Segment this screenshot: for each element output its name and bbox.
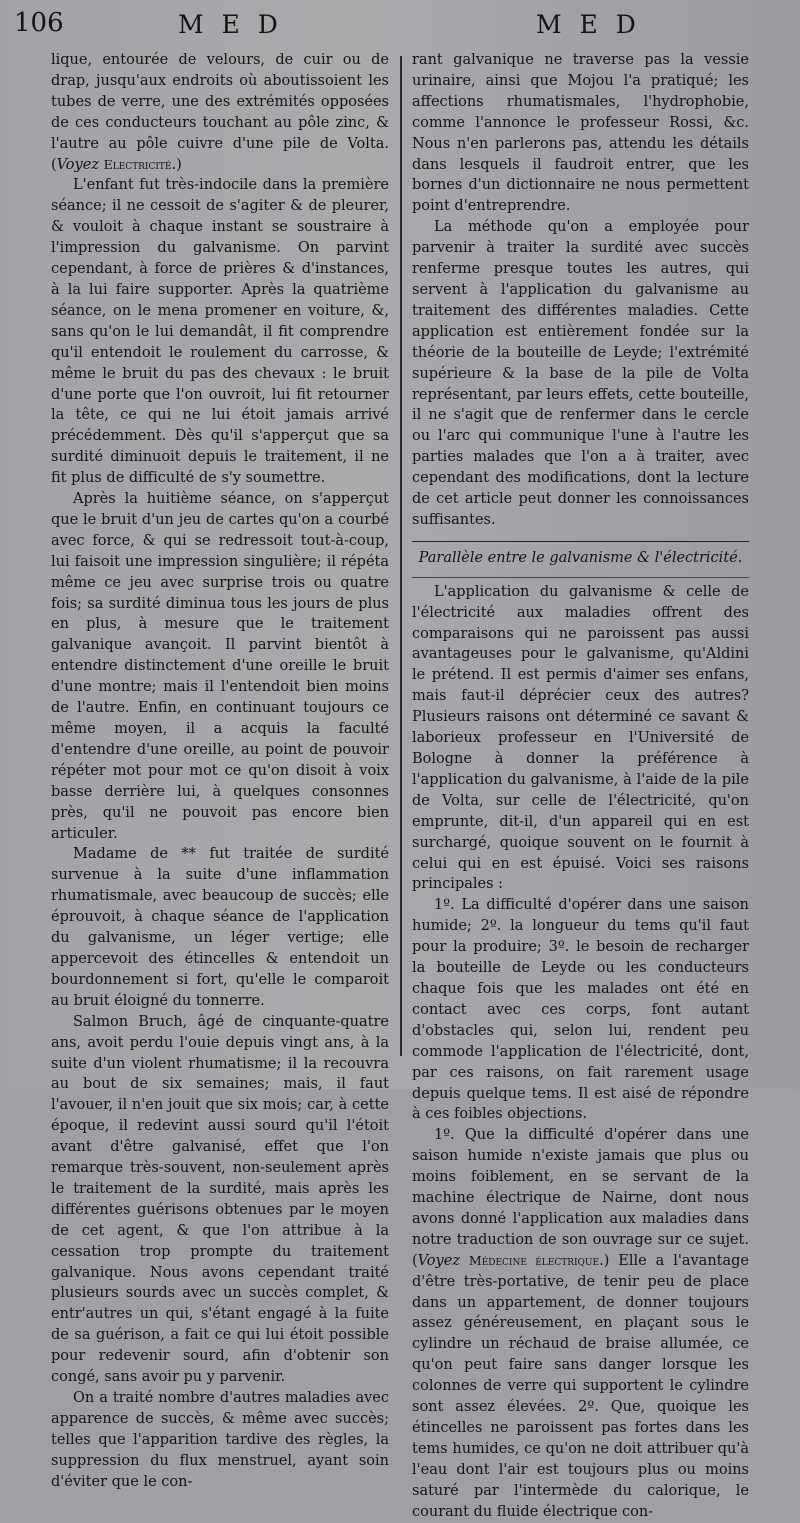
paragraph-text: lique, entourée de velours, de cuir ou de drap, jusqu'aux endroits où aboutissoient les tubes de verre, une des extrémités opposées de ces conducteurs touchant au pôle zinc, & l'autre au pôle cuivre d'une pile de Volta. ( [51,52,389,173]
paragraph-text: .) [171,156,182,173]
paragraph: Salmon Bruch, âgé de cinquante-quatre ans, avoit perdu l'ouie depuis vingt ans, à la suite d'un violent rhumatisme; il la recouvra au bout de six semaines; mais, il faut l'avouer, il n'en jouit que six mois; car, à cette époque, il redevint aussi sourd qu'il l'étoit avant d'être galvanisé, effet que l'on remarque très-souvent, non-seulement après le traitement de la surdité, mais après les différentes guérisons obtenues par le moyen de cet agent, & que l'on attribue à la cessation trop prompte du traitement galvanique. Nous avons cependant traité plusieurs sourds avec un succès complet, & entr'autres un qui, s'étant engagé à la fuite de sa guérison, a fait ce qui lui étoit possible pour redevenir sourd, afin d'obtenir son congé, sans avoir pu y parvenir. [51,1013,389,1386]
running-head-right: M E D [536,10,641,39]
cross-reference: Voyez [417,1252,460,1269]
paragraph: 1º. La difficulté d'opérer dans une saison humide; 2º. la longueur du tems qu'il faut pour la produire; 3º. le besoin de recharger la bouteille de Leyde ou les conducteurs chaque fois que les malades ont été en contact avec ces corps, font autant d'obstacles qui, selon lui, rendent peu commode l'application de l'électricité, dont, par ces raisons, on fait rarement usage depuis quelque tems. Il est aisé de répondre à ces foibles objections. [412,897,749,1123]
paragraph: L'application du galvanisme & celle de l'électricité aux maladies offrent des comparaisons qui ne paroissent pas aussi avantageuses pour le galvanisme, qu'Aldini le prétend. Il est permis d'aimer ses enfans, mais faut-il déprécier ceux des autres? Plusieurs raisons ont déterminé ce savant & laborieux professeur en l'Université de Bologne à donner la préférence à l'application du galvanisme, à l'aide de la pile de Volta, sur celle de l'électricité, qu'on emprunte, dit-il, d'un appareil qui en est surchargé, quoique souvent on le fournit à celui qui en est épuisé. Voici ses raisons principales : [412,577,749,896]
right-column [412,50,749,1523]
running-head-left: M E D [178,10,283,39]
cross-reference-term: Médecine électrique [468,1252,600,1268]
page-number: 106 [14,8,64,38]
paragraph-text: .) Elle a l'avantage d'être très-portative, de tenir peu de place dans un appartement, de donner toujours assez généreusement, en plaçant sous le cylindre un réchaud de braise allumée, ce qu'on peut faire sans danger lorsque les colonnes de verre qui supportent le cylindre sont assez élevées. 2º. Que, quoique les étincelles ne paroissent pas fortes dans les tems humides, ce qu'on ne doit attribuer qu'à l'eau dont l'air est toujours plus ou moins saturé par l'intermède du calorique, le courant du fluide électrique con- [412,1252,749,1520]
paragraph: Madame de ** fut traitée de surdité survenue à la suite d'une inflammation rhumatismale, avec beaucoup de succès; elle éprouvoit, à chaque séance de l'application du galvanisme, un léger vertige; elle appercevoit des étincelles & entendoit un bourdonnement si fort, qu'elle le comparoit au bruit éloigné du tonnerre. [51,846,389,1009]
paragraph: rant galvanique ne traverse pas la vessie urinaire, ainsi que Mojou l'a pratiqué; les affections rhumatismales, l'hydrophobie, comme l'annonce le professeur Rossi, &c. Nous n'en parlerons pas, attendu les détails dans lesquels il faudroit entrer, que les bornes d'un dictionnaire ne nous permettent point d'entreprendre. [412,52,749,215]
column-divider [400,56,402,1056]
paragraph: On a traité nombre d'autres maladies avec apparence de succès, & même avec succès; telles que l'apparition tardive des règles, la suppression du flux menstruel, ayant soin d'éviter que le con- [51,1390,389,1490]
paragraph: La méthode qu'on a employée pour parvenir à traiter la surdité avec succès renferme presque toutes les autres, qui servent à l'application du galvanisme au traitement des différentes maladies. Cette application est entièrement fondée sur la théorie de la bouteille de Leyde; l'extrémité supérieure & la base de la pile de Volta représentant, par leurs effets, cette bouteille, il ne s'agit que de renfermer dans le cercle ou l'arc qui communique l'une à l'autre les parties malades que l'on a à traiter, avec cependant des modifications, dont la lecture de cet article peut donner les connoissances suffisantes. [412,219,749,528]
paragraph-text: 1º. Que la difficulté d'opérer dans une saison humide n'existe jamais que plus ou moins foiblement, en se servant de la machine électrique de Nairne, dont nous avons donné l'application aux maladies dans notre traduction de son ouvrage sur ce sujet. ( [412,1127,749,1269]
paragraph [51,50,389,175]
cross-reference-term: Electricité [103,156,172,172]
section-title: Parallèle entre le galvanisme & l'électricité. [412,541,749,569]
left-column [51,50,389,1493]
paragraph: Après la huitième séance, on s'apperçut que le bruit d'un jeu de cartes qu'on a courbé avec force, & qui se redressoit tout-à-coup, lui faisoit une impression singulière; il répéta même ce jeu avec surprise trois ou quatre fois; sa surdité diminua tous les jours de plus en plus, à mesure que le traitement galvanique avançoit. Il parvint bientôt à entendre distinctement d'une oreille le bruit d'une montre; mais il l'entendoit bien moins de l'autre. Enfin, en continuant toujours ce même moyen, il a acquis la faculté d'entendre d'une oreille, au point de pouvoir répéter mot pour mot ce qu'on disoit à voix basse derrière lui, à quelques consonnes près, qu'il ne pouvoit pas encore bien articuler. [51,491,389,842]
paragraph: L'enfant fut très-indocile dans la première séance; il ne cessoit de s'agiter & de pleurer, & vouloit à chaque instant se soustraire à l'impression du galvanisme. On parvint cependant, à force de prières & d'instances, à la lui faire supporter. Après la quatrième séance, on le mena promener en voiture, &, sans qu'on le lui demandât, il fit comprendre qu'il entendoit le roulement du carrosse, & même le bruit du pas des chevaux : le bruit d'une porte que l'on ouvroit, lui fit retourner la tête, ce qui ne lui étoit jamais arrivé précédemment. Dès qu'il s'apperçut que sa surdité diminuoit depuis le traitement, il ne fit plus de difficulté de s'y soumettre. [51,177,389,487]
paragraph [412,1125,749,1522]
cross-reference: Voyez [56,156,99,173]
